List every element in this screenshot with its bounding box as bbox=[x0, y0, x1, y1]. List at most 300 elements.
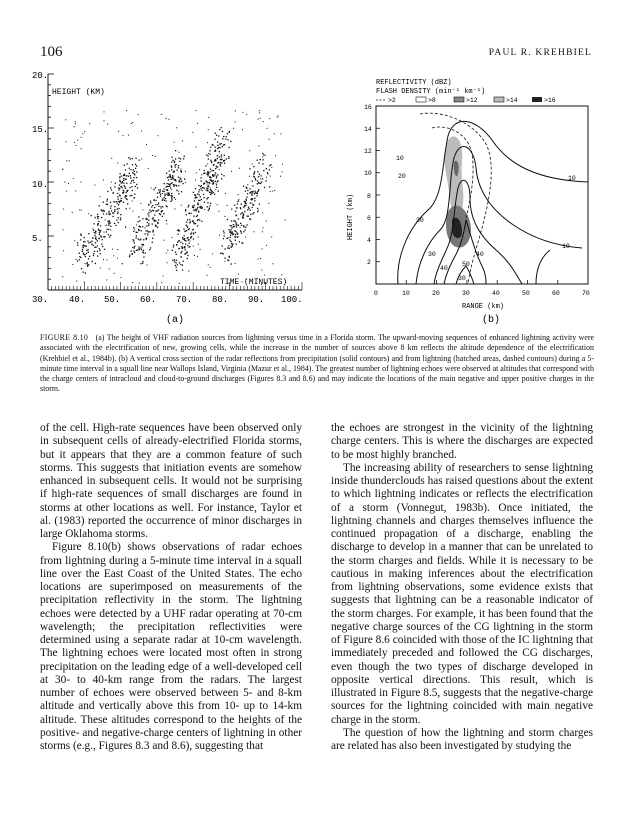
vhf-source-point bbox=[101, 217, 102, 218]
vhf-source-point bbox=[84, 241, 85, 242]
vhf-source-point bbox=[176, 260, 177, 261]
vhf-source-point bbox=[256, 195, 257, 196]
vhf-source-point bbox=[269, 169, 270, 170]
vhf-source-point bbox=[177, 242, 178, 243]
vhf-source-point bbox=[167, 195, 168, 196]
vhf-source-point bbox=[252, 213, 253, 214]
vhf-source-point bbox=[210, 169, 211, 170]
figure-b-xtick-label: 20 bbox=[432, 290, 440, 297]
vhf-source-point bbox=[148, 220, 149, 221]
vhf-source-point bbox=[94, 235, 95, 236]
vhf-source-point bbox=[119, 176, 120, 177]
vhf-source-point bbox=[221, 174, 222, 175]
vhf-source-point bbox=[138, 239, 139, 240]
vhf-source-point bbox=[79, 253, 80, 254]
vhf-source-point bbox=[160, 196, 161, 197]
vhf-source-point bbox=[184, 239, 185, 240]
vhf-source-point bbox=[181, 251, 182, 252]
vhf-source-point bbox=[173, 178, 174, 179]
vhf-source-point bbox=[129, 256, 130, 257]
vhf-source-point bbox=[97, 214, 98, 215]
body-paragraph: the echoes are strongest in the vicinity of the lightning charge centers. This is where the discharges are expected to be most highly branched. bbox=[331, 422, 593, 461]
vhf-source-point bbox=[107, 199, 108, 200]
vhf-source-point bbox=[125, 195, 126, 196]
vhf-source-point bbox=[182, 269, 183, 270]
vhf-source-point bbox=[252, 163, 253, 164]
vhf-source-point bbox=[235, 222, 236, 223]
vhf-source-point bbox=[178, 240, 179, 241]
vhf-source-point bbox=[112, 192, 113, 193]
vhf-source-point bbox=[139, 283, 140, 284]
vhf-source-point bbox=[134, 171, 135, 172]
vhf-source-point bbox=[83, 245, 84, 246]
vhf-source-point bbox=[132, 122, 133, 123]
vhf-source-point bbox=[129, 255, 130, 256]
vhf-source-point bbox=[116, 201, 117, 202]
vhf-source-point bbox=[262, 178, 263, 179]
vhf-source-point bbox=[102, 246, 103, 247]
vhf-source-point bbox=[141, 230, 142, 231]
vhf-source-point bbox=[103, 210, 104, 211]
vhf-source-point bbox=[257, 183, 258, 184]
figure-a-xtick-label: 30. bbox=[32, 295, 49, 305]
vhf-source-point bbox=[244, 211, 245, 212]
vhf-source-point bbox=[111, 182, 112, 183]
vhf-source-point bbox=[87, 265, 88, 266]
vhf-source-point bbox=[63, 250, 64, 251]
vhf-source-point bbox=[206, 180, 207, 181]
vhf-source-point bbox=[252, 203, 253, 204]
vhf-source-point bbox=[282, 171, 283, 172]
vhf-source-point bbox=[113, 201, 114, 202]
vhf-source-point bbox=[132, 253, 133, 254]
vhf-source-point bbox=[234, 205, 235, 206]
vhf-source-point bbox=[164, 194, 165, 195]
vhf-source-point bbox=[126, 199, 127, 200]
vhf-source-point bbox=[226, 238, 227, 239]
vhf-source-point bbox=[164, 197, 165, 198]
vhf-source-point bbox=[130, 195, 131, 196]
vhf-source-point bbox=[133, 173, 134, 174]
vhf-source-point bbox=[157, 197, 158, 198]
vhf-source-point bbox=[281, 133, 282, 134]
figure-caption-text: (a) The height of VHF radiation sources from lightning versus time in a Florida storm. The upward-moving sequences of enhanced lightning activity were associated with the electrification of new, growing cells, while the increase in the number of sources above 8 km reflects the altitude dependence of the electrification (Krehbiel et al., 1984b). (b) A vertical cross section of the radar reflections from precipitation (solid contours) and from lightning (hatched areas, dashed contours) during a 5-minute time interval in a squall line near Wallops Island, Virginia (Mazur et al., 1984). The greatest number of lightning echoes were observed at altitudes that correspond with the charge centers of intracloud and cloud-to-ground discharges (Figures 8.3 and 8.6) and may indicate the locations of the main negative and upper positive charges in the storm. bbox=[40, 333, 594, 394]
figure-b-ytick-label: 4 bbox=[367, 237, 371, 244]
figure-a-ytick-label: 20. bbox=[32, 71, 49, 81]
vhf-source-point bbox=[174, 197, 175, 198]
vhf-source-point bbox=[259, 204, 260, 205]
vhf-source-point bbox=[187, 245, 188, 246]
vhf-source-point bbox=[237, 201, 238, 202]
vhf-source-point bbox=[223, 175, 224, 176]
vhf-source-point bbox=[204, 188, 205, 189]
vhf-source-point bbox=[222, 138, 223, 139]
vhf-source-point bbox=[104, 111, 105, 112]
vhf-source-point bbox=[114, 209, 115, 210]
vhf-source-point bbox=[147, 234, 148, 235]
vhf-source-point bbox=[185, 182, 186, 183]
vhf-source-point bbox=[166, 186, 167, 187]
vhf-source-point bbox=[79, 209, 80, 210]
figure-b-xtick-label: 70 bbox=[582, 290, 590, 297]
vhf-source-point bbox=[230, 141, 231, 142]
vhf-source-point bbox=[224, 144, 225, 145]
vhf-source-point bbox=[74, 126, 75, 127]
vhf-source-point bbox=[117, 208, 118, 209]
vhf-source-point bbox=[166, 189, 167, 190]
vhf-source-point bbox=[217, 148, 218, 149]
vhf-source-point bbox=[187, 258, 188, 259]
vhf-source-point bbox=[110, 187, 111, 188]
legend-item: >12 bbox=[466, 97, 478, 104]
vhf-source-point bbox=[221, 162, 222, 163]
vhf-source-point bbox=[229, 147, 230, 148]
vhf-source-point bbox=[123, 182, 124, 183]
vhf-source-point bbox=[105, 219, 106, 220]
vhf-source-point bbox=[231, 209, 232, 210]
vhf-source-point bbox=[220, 253, 221, 254]
vhf-source-point bbox=[236, 244, 237, 245]
vhf-source-point bbox=[206, 188, 207, 189]
vhf-source-point bbox=[106, 213, 107, 214]
vhf-source-point bbox=[261, 175, 262, 176]
vhf-source-point bbox=[260, 183, 261, 184]
vhf-source-point bbox=[164, 183, 165, 184]
vhf-source-point bbox=[227, 247, 228, 248]
vhf-source-point bbox=[152, 242, 153, 243]
vhf-source-point bbox=[187, 251, 188, 252]
vhf-source-point bbox=[174, 261, 175, 262]
vhf-source-point bbox=[63, 229, 64, 230]
vhf-source-point bbox=[75, 190, 76, 191]
vhf-source-point bbox=[134, 194, 135, 195]
vhf-source-point bbox=[239, 241, 240, 242]
vhf-source-point bbox=[229, 231, 230, 232]
vhf-source-point bbox=[225, 261, 226, 262]
vhf-source-point bbox=[195, 232, 196, 233]
vhf-source-point bbox=[255, 192, 256, 193]
vhf-source-point bbox=[258, 183, 259, 184]
vhf-source-point bbox=[145, 252, 146, 253]
vhf-source-point bbox=[142, 263, 143, 264]
figure-a-xtick-label: 80. bbox=[212, 295, 229, 305]
vhf-source-point bbox=[238, 225, 239, 226]
vhf-source-point bbox=[108, 212, 109, 213]
vhf-source-point bbox=[154, 200, 155, 201]
vhf-source-point bbox=[251, 194, 252, 195]
vhf-source-point bbox=[72, 212, 73, 213]
vhf-source-point bbox=[197, 123, 198, 124]
vhf-source-point bbox=[114, 211, 115, 212]
vhf-source-point bbox=[254, 200, 255, 201]
vhf-source-point bbox=[242, 243, 243, 244]
vhf-source-point bbox=[216, 187, 217, 188]
vhf-source-point bbox=[241, 233, 242, 234]
vhf-source-point bbox=[254, 198, 255, 199]
vhf-source-point bbox=[129, 168, 130, 169]
vhf-source-point bbox=[240, 223, 241, 224]
vhf-source-point bbox=[240, 227, 241, 228]
vhf-source-point bbox=[253, 174, 254, 175]
vhf-source-point bbox=[199, 200, 200, 201]
vhf-source-point bbox=[212, 170, 213, 171]
vhf-source-point bbox=[107, 204, 108, 205]
vhf-source-point bbox=[111, 189, 112, 190]
vhf-source-point bbox=[194, 255, 195, 256]
vhf-source-point bbox=[200, 249, 201, 250]
vhf-source-point bbox=[163, 276, 164, 277]
vhf-source-point bbox=[128, 157, 129, 158]
vhf-source-point bbox=[132, 247, 133, 248]
vhf-source-point bbox=[181, 252, 182, 253]
vhf-source-point bbox=[250, 199, 251, 200]
vhf-source-point bbox=[172, 177, 173, 178]
vhf-source-point bbox=[162, 191, 163, 192]
vhf-source-point bbox=[185, 230, 186, 231]
vhf-source-point bbox=[219, 156, 220, 157]
vhf-source-point bbox=[214, 139, 215, 140]
vhf-source-point bbox=[170, 201, 171, 202]
vhf-source-point bbox=[207, 206, 208, 207]
vhf-source-point bbox=[223, 238, 224, 239]
vhf-source-point bbox=[93, 223, 94, 224]
vhf-source-point bbox=[129, 208, 130, 209]
vhf-source-point bbox=[253, 231, 254, 232]
vhf-source-point bbox=[253, 212, 254, 213]
vhf-source-point bbox=[225, 193, 226, 194]
vhf-source-point bbox=[166, 173, 167, 174]
vhf-source-point bbox=[245, 237, 246, 238]
vhf-source-point bbox=[233, 226, 234, 227]
vhf-source-point bbox=[94, 251, 95, 252]
vhf-source-point bbox=[212, 145, 213, 146]
vhf-source-point bbox=[262, 163, 263, 164]
vhf-source-point bbox=[143, 239, 144, 240]
vhf-source-point bbox=[210, 179, 211, 180]
vhf-source-point bbox=[168, 183, 169, 184]
vhf-source-point bbox=[221, 159, 222, 160]
vhf-source-point bbox=[197, 219, 198, 220]
vhf-source-point bbox=[191, 232, 192, 233]
vhf-source-point bbox=[200, 196, 201, 197]
vhf-source-point bbox=[207, 202, 208, 203]
vhf-source-point bbox=[84, 254, 85, 255]
vhf-source-point bbox=[216, 183, 217, 184]
vhf-source-point bbox=[207, 155, 208, 156]
vhf-source-point bbox=[190, 233, 191, 234]
vhf-source-point bbox=[230, 229, 231, 230]
vhf-source-point bbox=[114, 273, 115, 274]
vhf-source-point bbox=[185, 209, 186, 210]
vhf-source-point bbox=[241, 225, 242, 226]
vhf-source-point bbox=[224, 216, 225, 217]
vhf-source-point bbox=[151, 187, 152, 188]
vhf-source-point bbox=[171, 161, 172, 162]
vhf-source-point bbox=[136, 237, 137, 238]
vhf-source-point bbox=[126, 183, 127, 184]
vhf-source-point bbox=[161, 282, 162, 283]
vhf-source-point bbox=[224, 232, 225, 233]
vhf-source-point bbox=[175, 265, 176, 266]
vhf-source-point bbox=[146, 218, 147, 219]
vhf-source-point bbox=[199, 189, 200, 190]
vhf-source-point bbox=[84, 237, 85, 238]
vhf-source-point bbox=[167, 192, 168, 193]
vhf-source-point bbox=[235, 211, 236, 212]
vhf-source-point bbox=[186, 230, 187, 231]
vhf-source-point bbox=[148, 231, 149, 232]
body-column-right bbox=[331, 422, 593, 753]
vhf-source-point bbox=[66, 160, 67, 161]
vhf-source-point bbox=[134, 229, 135, 230]
vhf-source-point bbox=[158, 209, 159, 210]
vhf-source-point bbox=[188, 239, 189, 240]
vhf-source-point bbox=[148, 225, 149, 226]
vhf-source-point bbox=[217, 180, 218, 181]
vhf-source-point bbox=[252, 185, 253, 186]
vhf-source-point bbox=[135, 158, 136, 159]
vhf-source-point bbox=[201, 199, 202, 200]
vhf-source-point bbox=[112, 216, 113, 217]
vhf-source-point bbox=[197, 215, 198, 216]
vhf-source-point bbox=[265, 155, 266, 156]
vhf-source-point bbox=[259, 110, 260, 111]
vhf-source-point bbox=[162, 210, 163, 211]
vhf-source-point bbox=[183, 228, 184, 229]
vhf-source-point bbox=[72, 264, 73, 265]
vhf-source-point bbox=[214, 194, 215, 195]
vhf-source-point bbox=[135, 186, 136, 187]
vhf-source-point bbox=[149, 212, 150, 213]
vhf-source-point bbox=[118, 131, 119, 132]
vhf-source-point bbox=[166, 220, 167, 221]
vhf-source-point bbox=[262, 153, 263, 154]
vhf-source-point bbox=[217, 162, 218, 163]
vhf-source-point bbox=[206, 154, 207, 155]
figure-b-legend bbox=[376, 97, 556, 104]
vhf-source-point bbox=[124, 197, 125, 198]
vhf-source-point bbox=[198, 185, 199, 186]
vhf-source-point bbox=[157, 210, 158, 211]
vhf-source-point bbox=[155, 187, 156, 188]
vhf-source-point bbox=[185, 240, 186, 241]
vhf-source-point bbox=[143, 252, 144, 253]
vhf-source-point bbox=[162, 193, 163, 194]
vhf-source-point bbox=[84, 282, 85, 283]
vhf-source-point bbox=[269, 139, 270, 140]
vhf-source-point bbox=[195, 195, 196, 196]
vhf-source-point bbox=[189, 213, 190, 214]
vhf-source-point bbox=[178, 167, 179, 168]
contour-label: 30 bbox=[458, 275, 466, 282]
vhf-source-point bbox=[173, 171, 174, 172]
vhf-source-point bbox=[238, 274, 239, 275]
figure-b-legend-title-1: REFLECTIVITY (dBZ) bbox=[376, 79, 452, 87]
vhf-source-point bbox=[182, 265, 183, 266]
vhf-source-point bbox=[114, 223, 115, 224]
vhf-source-point bbox=[100, 235, 101, 236]
vhf-source-point bbox=[176, 262, 177, 263]
vhf-source-point bbox=[228, 248, 229, 249]
body-paragraph: Figure 8.10(b) shows observations of radar echoes from lightning during a 5-minute time interval in a squall line over the East Coast of the United States. The echo locations are superimposed on measurements of the precipitation reflectivity in the storm. The lightning echoes were detected by a UHF radar operating at 70-cm wavelength; the precipitation reflectivities were determined using a separate radar at 10-cm wavelength. The lightning echoes were located most often in strong precipitation on the leading edge of a well-developed cell at 30- to 40-km range from the radars. The largest number of echoes were observed between 5- and 8-km altitude and vertically above this from 10- up to 14-km altitude. These altitudes correspond to the heights of the positive- and negative-charge centers of lightning in other storms (e.g., Figures 8.3 and 8.6), suggesting that bbox=[40, 541, 302, 752]
vhf-source-point bbox=[207, 172, 208, 173]
vhf-source-point bbox=[119, 195, 120, 196]
vhf-source-point bbox=[218, 191, 219, 192]
vhf-source-point bbox=[173, 186, 174, 187]
vhf-source-point bbox=[150, 202, 151, 203]
vhf-source-point bbox=[172, 160, 173, 161]
vhf-source-point bbox=[126, 208, 127, 209]
vhf-source-point bbox=[136, 224, 137, 225]
vhf-source-point bbox=[133, 231, 134, 232]
vhf-source-point bbox=[99, 250, 100, 251]
vhf-source-point bbox=[198, 237, 199, 238]
vhf-source-point bbox=[173, 246, 174, 247]
vhf-source-point bbox=[207, 164, 208, 165]
vhf-source-point bbox=[193, 229, 194, 230]
figure-b-ytick-label: 6 bbox=[367, 215, 371, 222]
contour-label: 30 bbox=[416, 217, 424, 224]
vhf-source-point bbox=[201, 180, 202, 181]
legend-item: >14 bbox=[506, 97, 518, 104]
vhf-source-point bbox=[179, 161, 180, 162]
vhf-source-point bbox=[74, 240, 75, 241]
vhf-source-point bbox=[163, 240, 164, 241]
vhf-source-point bbox=[258, 259, 259, 260]
vhf-source-point bbox=[189, 243, 190, 244]
vhf-source-point bbox=[240, 213, 241, 214]
vhf-source-point bbox=[143, 244, 144, 245]
vhf-source-point bbox=[103, 180, 104, 181]
vhf-source-point bbox=[214, 174, 215, 175]
figure-b-ytick-label: 16 bbox=[364, 104, 372, 111]
vhf-source-point bbox=[262, 248, 263, 249]
vhf-source-point bbox=[270, 191, 271, 192]
vhf-source-point bbox=[172, 250, 173, 251]
vhf-source-point bbox=[123, 135, 124, 136]
vhf-source-point bbox=[198, 211, 199, 212]
vhf-source-point bbox=[154, 221, 155, 222]
vhf-source-point bbox=[87, 240, 88, 241]
legend-item: >16 bbox=[544, 97, 556, 104]
vhf-source-point bbox=[143, 250, 144, 251]
vhf-source-point bbox=[158, 189, 159, 190]
vhf-source-point bbox=[97, 255, 98, 256]
vhf-source-point bbox=[184, 235, 185, 236]
vhf-source-point bbox=[125, 226, 126, 227]
vhf-source-point bbox=[99, 232, 100, 233]
vhf-source-point bbox=[207, 190, 208, 191]
vhf-source-point bbox=[133, 239, 134, 240]
figure-b-ytick-label: 12 bbox=[364, 148, 372, 155]
vhf-source-point bbox=[149, 209, 150, 210]
vhf-source-point bbox=[178, 157, 179, 158]
vhf-source-point bbox=[155, 211, 156, 212]
vhf-source-point bbox=[258, 210, 259, 211]
vhf-source-point bbox=[75, 121, 76, 122]
vhf-source-point bbox=[189, 222, 190, 223]
vhf-source-point bbox=[153, 210, 154, 211]
vhf-source-point bbox=[135, 168, 136, 169]
vhf-source-point bbox=[94, 185, 95, 186]
vhf-source-point bbox=[178, 177, 179, 178]
vhf-source-point bbox=[243, 226, 244, 227]
figure-a-sublabel: (a) bbox=[166, 315, 185, 326]
vhf-source-point bbox=[90, 215, 91, 216]
vhf-source-point bbox=[88, 252, 89, 253]
vhf-source-point bbox=[187, 219, 188, 220]
vhf-source-point bbox=[125, 169, 126, 170]
